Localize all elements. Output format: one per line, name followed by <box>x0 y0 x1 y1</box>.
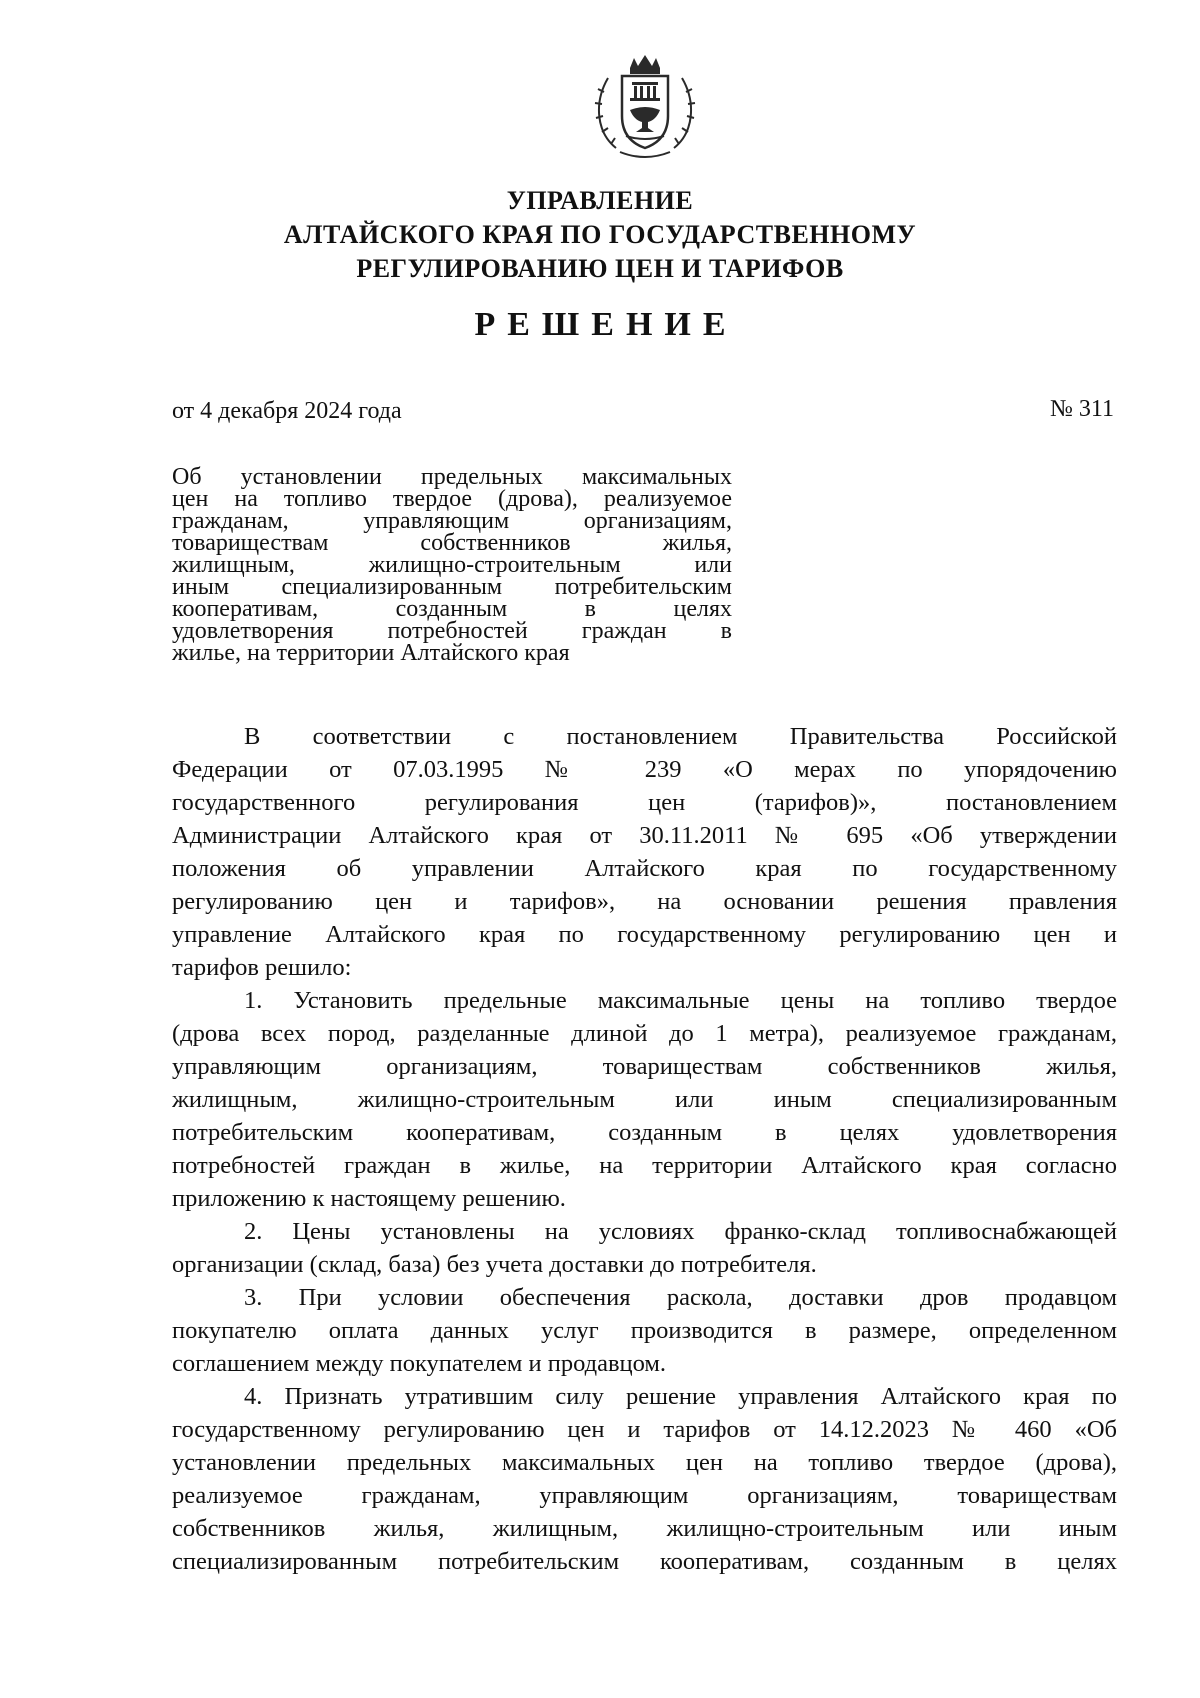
subject-line: иным специализированным потребительским <box>172 574 732 600</box>
body-line: Федерации от 07.03.1995 № 239 «О мерах по упорядочению <box>172 756 1117 783</box>
authority-line: УПРАВЛЕНИЕ <box>506 186 694 215</box>
body-line: государственного регулирования цен (тарифов)», постановлением <box>172 789 1117 816</box>
authority-line: АЛТАЙСКОГО КРАЯ ПО ГОСУДАРСТВЕННОМУ <box>283 220 917 249</box>
body-line: 2. Цены установлены на условиях франко-склад топливоснабжающей <box>244 1218 1117 1245</box>
body-line: собственников жилья, жилищным, жилищно-строительным или иным <box>172 1515 1117 1542</box>
subject-line: жилье, на территории Алтайского края <box>172 640 570 666</box>
body-line: регулированию цен и тарифов», на основании решения правления <box>172 888 1117 915</box>
body-line: 4. Признать утратившим силу решение управления Алтайского края по <box>244 1383 1117 1410</box>
body-line: В соответствии с постановлением Правительства Российской <box>244 723 1117 750</box>
body-line: положения об управлении Алтайского края по государственному <box>172 855 1117 882</box>
document-type-title: РЕШЕНИЕ <box>474 306 738 343</box>
subject-line: удовлетворения потребностей граждан в <box>172 618 732 644</box>
subject-line: товариществам собственников жилья, <box>172 530 732 556</box>
body-line: 1. Установить предельные максимальные цены на топливо твердое <box>244 987 1117 1014</box>
subject-line: кооперативам, созданным в целях <box>172 596 732 622</box>
subject-line: жилищным, жилищно-строительным или <box>172 552 732 578</box>
document-subject <box>172 466 732 664</box>
body-line: управляющим организациям, товариществам собственников жилья, <box>172 1053 1117 1080</box>
body-line: 3. При условии обеспечения раскола, доставки дров продавцом <box>244 1284 1117 1311</box>
body-line: Администрации Алтайского края от 30.11.2011 № 695 «Об утверждении <box>172 822 1117 849</box>
authority-line: РЕГУЛИРОВАНИЮ ЦЕН И ТАРИФОВ <box>356 254 844 283</box>
body-line: покупателю оплата данных услуг производится в размере, определенном <box>172 1317 1117 1344</box>
issuing-authority <box>0 184 1200 286</box>
body-line: тарифов решило: <box>172 954 352 981</box>
body-line: реализуемое гражданам, управляющим организациям, товариществам <box>172 1482 1117 1509</box>
body-line: организации (склад, база) без учета доставки до потребителя. <box>172 1251 817 1278</box>
body-line: специализированным потребительским кооперативам, созданным в целях <box>172 1548 1117 1575</box>
body-line: соглашением между покупателем и продавцом. <box>172 1350 667 1377</box>
body-line: потребительским кооперативам, созданным в целях удовлетворения <box>172 1119 1117 1146</box>
document-body <box>172 720 1117 1578</box>
subject-line: гражданам, управляющим организациям, <box>172 508 732 534</box>
body-line: установлении предельных максимальных цен на топливо твердое (дрова), <box>172 1449 1117 1476</box>
body-line: государственному регулированию цен и тарифов от 14.12.2023 № 460 «Об <box>172 1416 1117 1443</box>
body-line: приложению к настоящему решению. <box>172 1185 566 1212</box>
body-line: потребностей граждан в жилье, на территории Алтайского края согласно <box>172 1152 1117 1179</box>
document-number: № 311 <box>1049 396 1114 422</box>
body-line: управление Алтайского края по государственному регулированию цен и <box>172 921 1117 948</box>
subject-line: Об установлении предельных максимальных <box>172 464 732 490</box>
document-date: от 4 декабря 2024 года <box>172 398 402 424</box>
subject-line: цен на топливо твердое (дрова), реализуемое <box>172 486 732 512</box>
body-line: жилищным, жилищно-строительным или иным специализированным <box>172 1086 1117 1113</box>
body-line: (дрова всех пород, разделанные длиной до 1 метра), реализуемое гражданам, <box>172 1020 1117 1047</box>
coat-of-arms-icon <box>586 52 704 164</box>
